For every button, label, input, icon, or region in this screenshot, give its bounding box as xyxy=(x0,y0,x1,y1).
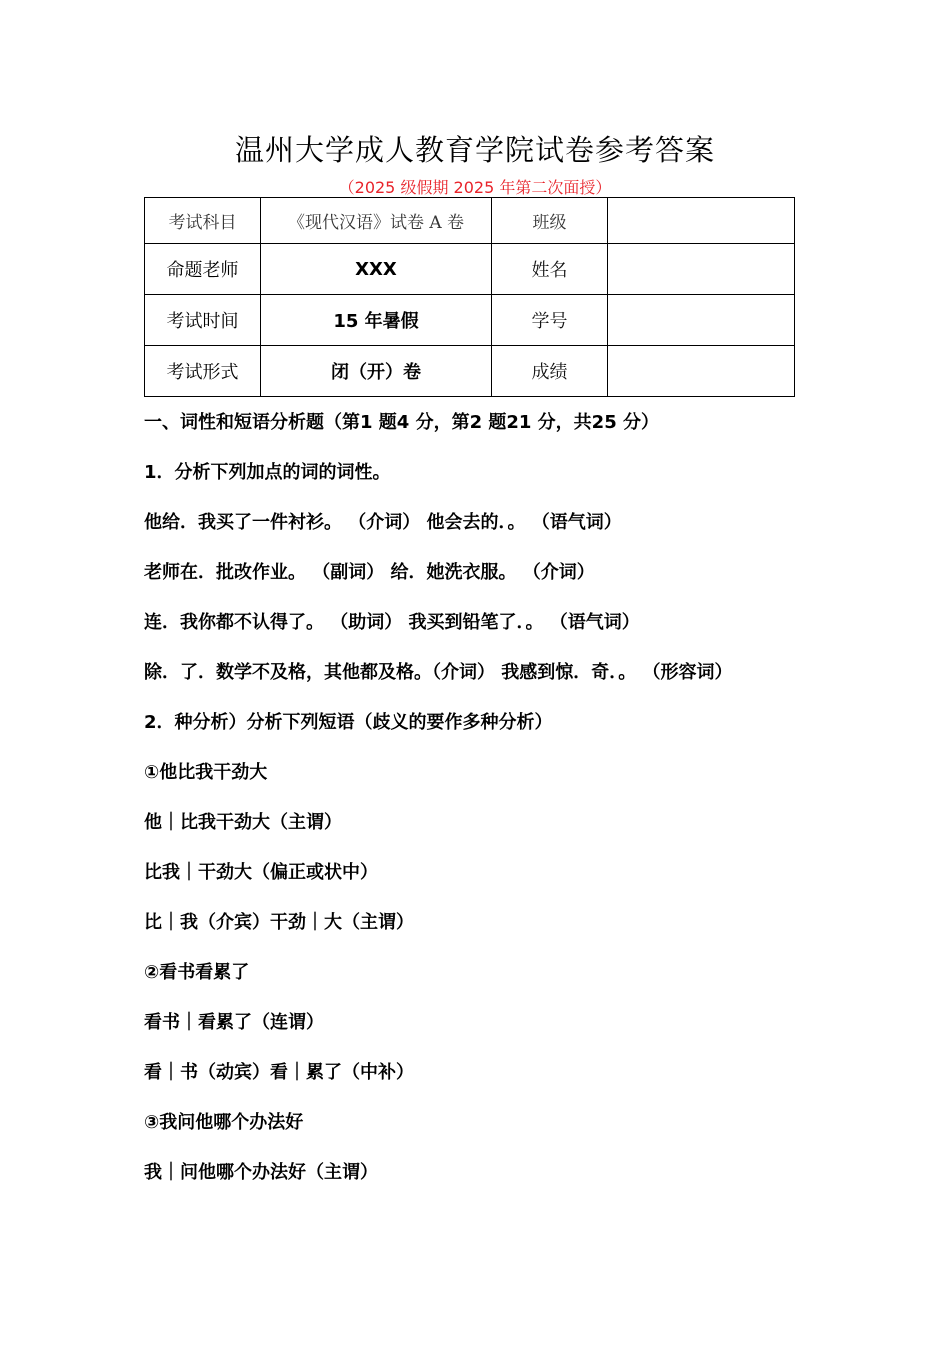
table-row xyxy=(145,198,795,244)
phrase-item: ①他比我干劲大 xyxy=(144,762,268,783)
phrase-item: ②看书看累了 xyxy=(144,962,250,983)
table-row xyxy=(145,346,795,397)
answer-line: 我｜问他哪个办法好（主谓） xyxy=(144,1162,378,1183)
score-label: 成绩 xyxy=(492,346,608,397)
score-value xyxy=(608,346,795,397)
answer-line: 除．了．数学不及格，其他都及格。（介词） 我感到惊．奇．。 （形容词） xyxy=(144,662,733,683)
answer-line: 他｜比我干劲大（主谓） xyxy=(144,812,342,833)
answer-line: 连．我你都不认得了。 （助词） 我买到铅笔了．。 （语气词） xyxy=(144,612,640,633)
teacher-value: XXX xyxy=(261,244,492,295)
class-value xyxy=(608,198,795,244)
teacher-label: 命题老师 xyxy=(145,244,261,295)
answer-content xyxy=(144,409,864,1209)
answer-line: 看书｜看累了（连谓） xyxy=(144,1012,324,1033)
section-heading: 一、词性和短语分析题（第1 题4 分，第2 题21 分，共25 分） xyxy=(144,412,660,433)
phrase-item: ③我问他哪个办法好 xyxy=(144,1112,304,1133)
answer-line: 比｜我（介宾）干劲｜大（主谓） xyxy=(144,912,414,933)
name-value xyxy=(608,244,795,295)
exam-format-label: 考试形式 xyxy=(145,346,261,397)
document-subtitle: （2025 级假期 2025 年第二次面授） xyxy=(338,178,612,197)
exam-time-value: 15 年暑假 xyxy=(261,295,492,346)
class-label: 班级 xyxy=(492,198,608,244)
answer-line: 老师在．批改作业。 （副词） 给．她洗衣服。 （介词） xyxy=(144,562,595,583)
name-label: 姓名 xyxy=(492,244,608,295)
table-row xyxy=(145,295,795,346)
exam-format-value: 闭（开）卷 xyxy=(261,346,492,397)
student-id-value xyxy=(608,295,795,346)
subject-label: 考试科目 xyxy=(145,198,261,244)
exam-time-label: 考试时间 xyxy=(145,295,261,346)
exam-info-table xyxy=(144,197,795,397)
answer-line: 看｜书（动宾）看｜累了（中补） xyxy=(144,1062,414,1083)
document-title: 温州大学成人教育学院试卷参考答案 xyxy=(234,133,715,167)
subject-value: 《现代汉语》试卷 A 卷 xyxy=(261,198,492,244)
answer-line: 比我｜干劲大（偏正或状中） xyxy=(144,862,378,883)
question-heading: 1．分析下列加点的词的词性。 xyxy=(144,462,391,483)
question-heading: 2．种分析）分析下列短语（歧义的要作多种分析） xyxy=(144,712,553,733)
table-row xyxy=(145,244,795,295)
student-id-label: 学号 xyxy=(492,295,608,346)
answer-line: 他给．我买了一件衬衫。 （介词） 他会去的．。 （语气词） xyxy=(144,512,622,533)
